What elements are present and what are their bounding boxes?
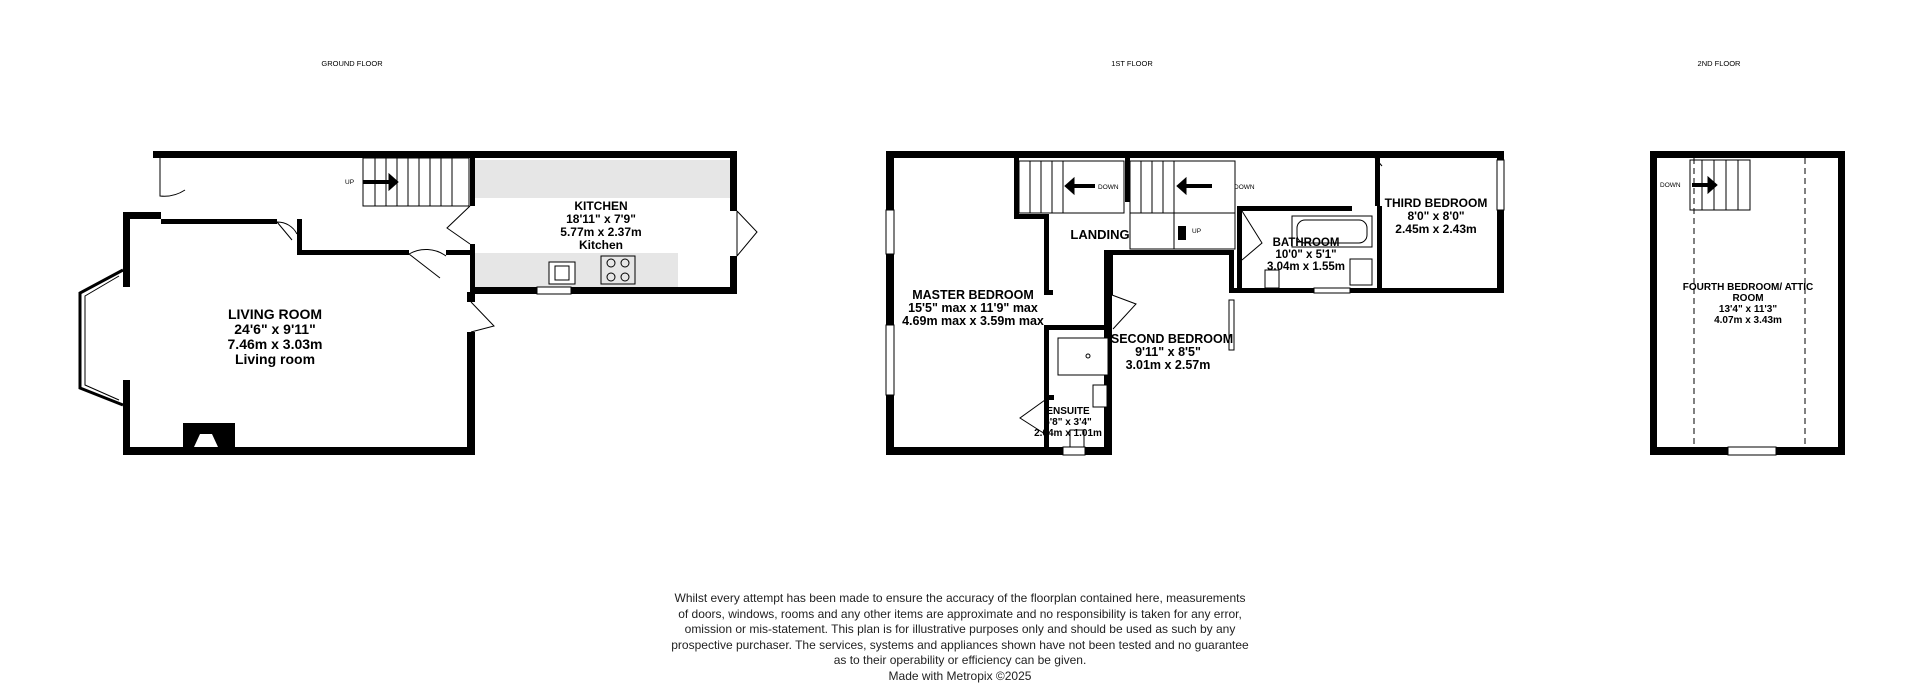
ensuite-dims-metric: 2.04m x 1.01m bbox=[1034, 428, 1102, 439]
master-bedroom-label bbox=[902, 288, 1044, 328]
landing-label: LANDING bbox=[1070, 227, 1129, 242]
second-bedroom-label bbox=[1111, 332, 1233, 372]
bathroom-dims-metric: 3.04m x 1.55m bbox=[1267, 261, 1345, 273]
living-room-label bbox=[228, 306, 323, 367]
kitchen-french-doors bbox=[737, 211, 757, 256]
living-room-dims-imperial: 24'6" x 9'11" bbox=[234, 321, 315, 337]
ensuite-window bbox=[1063, 447, 1085, 455]
ensuite-name: ENSUITE bbox=[1046, 406, 1090, 417]
bathroom-window bbox=[1314, 288, 1350, 293]
stairs-down-label-2: DOWN bbox=[1234, 184, 1255, 191]
master-window-bottom bbox=[886, 325, 894, 395]
disclaimer-line: omission or mis-statement. This plan is for illustrative purposes only and should be used as such by any bbox=[560, 622, 1360, 638]
second-bedroom-name: SECOND BEDROOM bbox=[1111, 332, 1233, 346]
kitchen-caption: Kitchen bbox=[579, 238, 623, 252]
bathroom-name: BATHROOM bbox=[1273, 237, 1340, 249]
disclaimer-line: as to their operability or efficiency can be given. bbox=[560, 653, 1360, 669]
disclaimer bbox=[560, 591, 1360, 684]
living-door-swing bbox=[277, 222, 297, 240]
second-floor-title: 2ND FLOOR bbox=[1698, 59, 1742, 68]
kitchen-hall-door bbox=[447, 206, 470, 244]
kitchen-sink bbox=[549, 262, 575, 284]
fourth-bedroom-dims-imperial: 13'4" x 11'3" bbox=[1719, 304, 1777, 315]
kitchen-window bbox=[537, 287, 571, 294]
second-bedroom-dims-metric: 3.01m x 2.57m bbox=[1126, 358, 1211, 372]
first-floor-title: 1ST FLOOR bbox=[1111, 59, 1153, 68]
front-door-swing bbox=[160, 158, 185, 196]
disclaimer-line: Whilst every attempt has been made to ensure the accuracy of the floorplan contained here, measurements bbox=[560, 591, 1360, 607]
stair-arrow-small bbox=[1178, 226, 1186, 240]
kitchen-name: KITCHEN bbox=[574, 199, 627, 213]
bathroom-dims-imperial: 10'0" x 5'1" bbox=[1275, 249, 1336, 261]
third-bedroom-dims-metric: 2.45m x 2.43m bbox=[1395, 222, 1476, 236]
master-bedroom-dims-imperial: 15'5" max x 11'9" max bbox=[908, 301, 1038, 315]
kitchen-counter-bottom bbox=[474, 253, 678, 288]
master-bedroom-name: MASTER BEDROOM bbox=[912, 288, 1034, 302]
ground-floor-plan bbox=[80, 151, 757, 455]
disclaimer-line: of doors, windows, rooms and any other items are approximate and no responsibility is taken for any error, bbox=[560, 607, 1360, 623]
ground-stairs bbox=[363, 158, 469, 206]
living-room-dims-metric: 7.46m x 3.03m bbox=[228, 336, 323, 352]
third-bedroom-name: THIRD BEDROOM bbox=[1385, 196, 1488, 210]
ensuite-basin bbox=[1093, 385, 1107, 407]
kitchen-dims-imperial: 18'11" x 7'9" bbox=[566, 212, 636, 226]
kitchen-dims-metric: 5.77m x 2.37m bbox=[560, 225, 641, 239]
attic-stairs-down-label: DOWN bbox=[1660, 182, 1681, 189]
stairs-up-label-1f: UP bbox=[1192, 228, 1201, 235]
third-bedroom-dims-imperial: 8'0" x 8'0" bbox=[1407, 209, 1464, 223]
living-room-name: LIVING ROOM bbox=[228, 306, 322, 322]
kitchen-door-swing bbox=[409, 249, 446, 278]
stairs-down-label-1: DOWN bbox=[1098, 184, 1119, 191]
fourth-bedroom-name-line2: ROOM bbox=[1732, 293, 1763, 304]
attic-window bbox=[1728, 447, 1776, 455]
ensuite-shower bbox=[1058, 338, 1108, 375]
bathroom-label bbox=[1267, 237, 1345, 273]
bathroom-basin bbox=[1350, 259, 1372, 285]
bathroom-door-swing bbox=[1242, 211, 1262, 260]
second-bedroom-dims-imperial: 9'11" x 8'5" bbox=[1135, 345, 1201, 359]
ground-stairs-up-label: UP bbox=[345, 179, 354, 186]
metropix-credit: Made with Metropix ©2025 bbox=[560, 669, 1360, 684]
living-room-caption: Living room bbox=[235, 351, 315, 367]
master-bedroom-dims-metric: 4.69m max x 3.59m max bbox=[902, 314, 1044, 328]
master-window-top bbox=[886, 210, 894, 254]
disclaimer-line: prospective purchaser. The services, systems and appliances shown have not been tested and no guarantee bbox=[560, 638, 1360, 654]
master-door-swing bbox=[1112, 295, 1136, 329]
living-side-door-swing bbox=[471, 302, 494, 332]
kitchen-label bbox=[560, 199, 641, 252]
third-bedroom-window bbox=[1497, 160, 1504, 210]
third-bedroom-label bbox=[1385, 196, 1488, 236]
fourth-bedroom-dims-metric: 4.07m x 3.43m bbox=[1714, 315, 1782, 326]
fourth-bedroom-label bbox=[1683, 282, 1814, 326]
ensuite-dims-imperial: 6'8" x 3'4" bbox=[1044, 417, 1092, 428]
ground-floor-title: GROUND FLOOR bbox=[321, 59, 383, 68]
attic-stairs bbox=[1690, 160, 1750, 210]
bay-window bbox=[80, 270, 123, 405]
fourth-bedroom-name: FOURTH BEDROOM/ ATTIC bbox=[1683, 282, 1814, 293]
kitchen-counter-top bbox=[474, 160, 730, 198]
